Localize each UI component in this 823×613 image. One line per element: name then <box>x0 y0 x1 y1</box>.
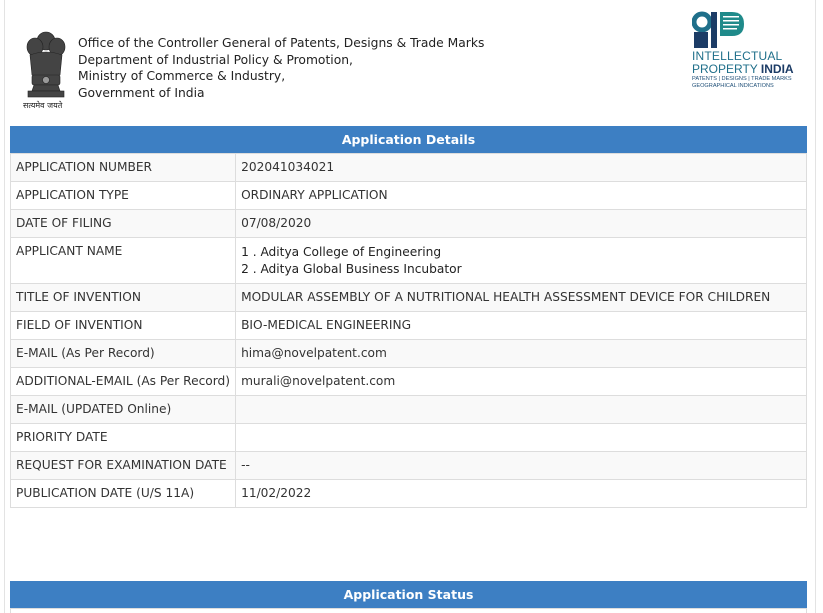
applicant-list <box>236 238 807 284</box>
row-value: 11/02/2022 <box>236 480 807 508</box>
row-value <box>236 424 807 452</box>
office-title <box>78 35 484 101</box>
emblem-motto: सत्यमेव जयते <box>23 101 63 110</box>
national-emblem-icon <box>22 27 70 109</box>
row-value: BIO-MEDICAL ENGINEERING <box>236 312 807 340</box>
office-line-3: Ministry of Commerce & Industry, <box>78 69 286 83</box>
ip-logo-line-1: INTELLECTUAL <box>692 49 783 63</box>
table-row <box>11 424 807 452</box>
table-row <box>11 368 807 396</box>
row-label: REQUEST FOR EXAMINATION DATE <box>11 452 236 480</box>
row-label: E-MAIL (UPDATED Online) <box>11 396 236 424</box>
status-table-top <box>10 608 807 613</box>
row-label: ADDITIONAL-EMAIL (As Per Record) <box>11 368 236 396</box>
ip-india-logo <box>692 10 797 94</box>
row-label: APPLICANT NAME <box>11 238 236 284</box>
office-line-4: Government of India <box>78 85 205 100</box>
office-line-1: Office of the Controller General of Patents, Designs & Trade Marks <box>78 36 485 50</box>
row-label: TITLE OF INVENTION <box>11 284 236 312</box>
table-row <box>11 396 807 424</box>
table-row <box>11 210 807 238</box>
row-value: hima@novelpatent.com <box>236 340 807 368</box>
ip-logo-mark-icon <box>692 10 748 50</box>
table-row <box>11 480 807 508</box>
applicant-2: 2 . Aditya Global Business Incubator <box>241 262 462 276</box>
row-label: DATE OF FILING <box>11 210 236 238</box>
table-row <box>11 182 807 210</box>
page <box>4 0 816 613</box>
row-label: APPLICATION TYPE <box>11 182 236 210</box>
ip-logo-line-2b: INDIA <box>760 62 794 76</box>
row-label: PRIORITY DATE <box>11 424 236 452</box>
table-row <box>11 312 807 340</box>
row-value: 202041034021 <box>236 154 807 182</box>
table-row <box>11 238 807 284</box>
office-line-2: Department of Industrial Policy & Promotion, <box>78 52 353 67</box>
ip-logo-line-4: GEOGRAPHICAL INDICATIONS <box>692 83 774 89</box>
table-row <box>11 340 807 368</box>
application-details-table <box>10 153 807 508</box>
application-details-header: Application Details <box>10 126 807 153</box>
row-value: murali@novelpatent.com <box>236 368 807 396</box>
row-label: APPLICATION NUMBER <box>11 154 236 182</box>
applicant-1: 1 . Aditya College of Engineering <box>241 245 442 259</box>
table-row <box>11 284 807 312</box>
ip-logo-line-2a: PROPERTY <box>692 62 761 76</box>
row-label: E-MAIL (As Per Record) <box>11 340 236 368</box>
row-value: ORDINARY APPLICATION <box>236 182 807 210</box>
row-label: PUBLICATION DATE (U/S 11A) <box>11 480 236 508</box>
ip-logo-line-2 <box>692 63 794 76</box>
row-label: FIELD OF INVENTION <box>11 312 236 340</box>
row-value: 07/08/2020 <box>236 210 807 238</box>
table-row <box>11 452 807 480</box>
ip-logo-line-3: PATENTS | DESIGNS | TRADE MARKS <box>692 76 792 82</box>
table-row <box>11 154 807 182</box>
row-value: MODULAR ASSEMBLY OF A NUTRITIONAL HEALTH ASSESSMENT DEVICE FOR CHILDREN <box>236 284 807 312</box>
row-value <box>236 396 807 424</box>
application-status-header: Application Status <box>10 581 807 608</box>
row-value: -- <box>236 452 807 480</box>
ip-logo-text <box>692 50 794 90</box>
